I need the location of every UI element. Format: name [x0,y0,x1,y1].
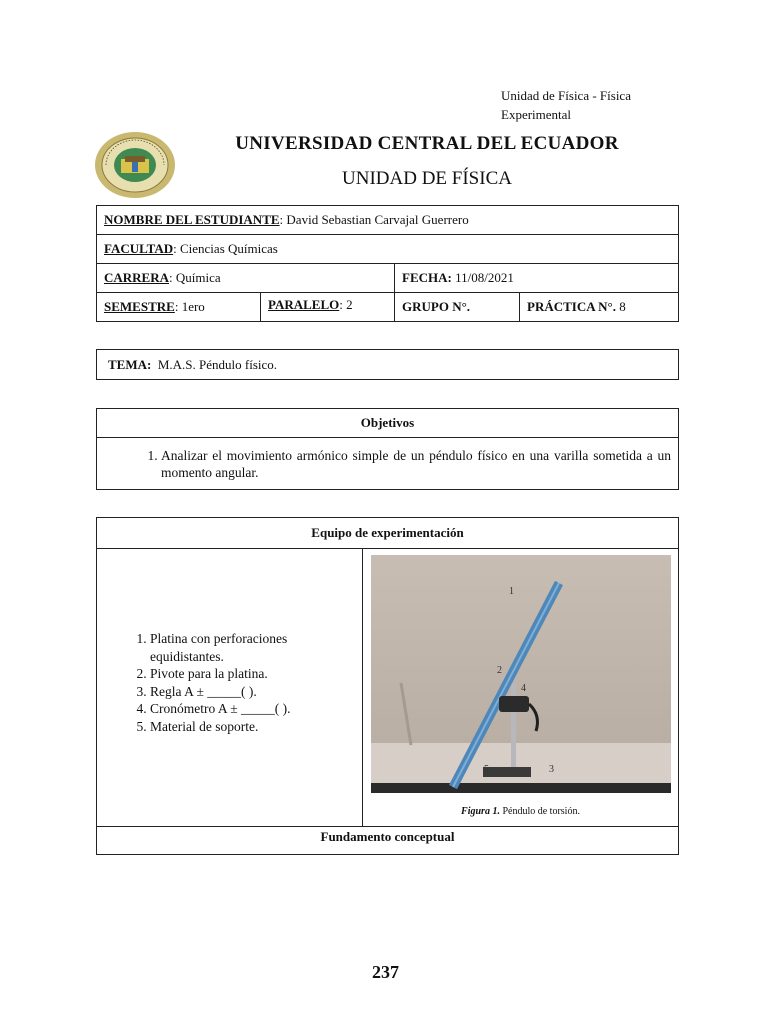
list-item: 1. Platina con perforaciones equidistantes. [150,630,355,665]
photo-label-4: 4 [521,683,526,694]
list-item: 5. Material de soporte. [150,718,355,736]
figure-caption-text: Péndulo de torsión. [499,806,580,817]
date-cell [395,264,679,293]
practice-label: PRÁCTICA N°. [527,299,616,314]
objectives-table [96,408,679,490]
objectives-list [161,447,671,481]
list-item: 4. Cronómetro A ± _____( ). [150,700,355,718]
objectives-body [97,438,679,490]
student-value: David Sebastian Carvajal Guerrero [286,212,469,227]
figure-caption [363,806,678,817]
student-label: NOMBRE DEL ESTUDIANTE [104,212,280,227]
list-item: 1. Analizar el movimiento armónico simple de un péndulo físico en una varilla sometida a un momento angular. [161,447,671,481]
career-label: CARRERA [104,270,169,285]
faculty-label: FACULTAD [104,241,174,256]
practice-cell [520,293,679,322]
student-info-table [96,205,679,322]
list-item: 2. Pivote para la platina. [150,665,355,683]
list-item: 3. Regla A ± _____( ). [150,683,355,701]
figure-caption-prefix: Figura 1. [461,806,500,817]
equipment-title: Equipo de experimentación [97,518,679,549]
tema-cell [97,350,679,380]
career-cell: CARRERA: Química [97,264,395,293]
photo-label-3: 3 [549,764,554,775]
photo-label-1: 1 [509,586,514,597]
date-label: FECHA: [402,270,452,285]
equipment-list [150,630,355,735]
career-value: Química [175,270,221,285]
equipment-figure-cell [363,549,679,827]
university-title: UNIVERSIDAD CENTRAL DEL ECUADOR [235,133,619,154]
equipment-list-cell [97,549,363,827]
semester-value: 1ero [181,299,205,314]
pendulum-photo [371,555,671,793]
header-unit-line: Unidad de Física - Física Experimental [501,88,631,122]
faculty-cell: FACULTAD: Ciencias Químicas [97,235,679,264]
parallel-cell: PARALELO: 2 [261,293,395,322]
equipment-table [96,517,679,855]
photo-label-2: 2 [497,665,502,676]
semester-cell: SEMESTRE: 1ero [97,293,261,322]
photo-label-5: 5 [484,764,489,775]
date-value: 11/08/2021 [455,270,514,285]
unit-title: UNIDAD DE FÍSICA [342,168,512,189]
conceptual-title: Fundamento conceptual [97,827,679,855]
parallel-value: 2 [346,297,353,312]
parallel-label: PARALELO [268,297,340,312]
tema-label: TEMA: [108,356,152,372]
practice-value: 8 [619,299,626,314]
tema-box [96,349,679,380]
semester-label: SEMESTRE [104,299,175,314]
objectives-title: Objetivos [97,409,679,438]
page-number: 237 [372,962,399,982]
faculty-value: Ciencias Químicas [179,241,278,256]
group-label: GRUPO N°. [402,299,471,314]
student-name-cell: NOMBRE DEL ESTUDIANTE: David Sebastian Carvajal Guerrero [97,206,679,235]
tema-value: M.A.S. Péndulo físico. [157,356,278,372]
group-cell [395,293,520,322]
